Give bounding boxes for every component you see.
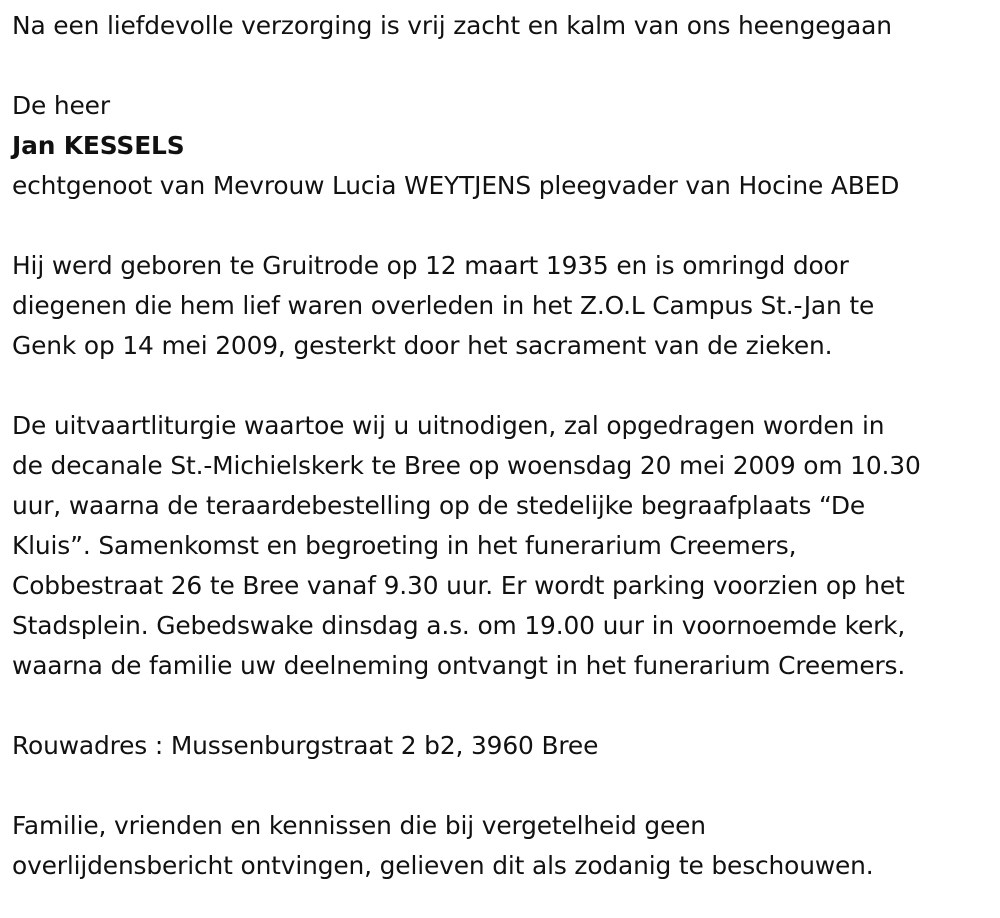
- funeral-paragraph: [12, 406, 997, 686]
- paragraph-line: waarna de familie uw deelneming ontvangt in het funerarium Creemers.: [12, 651, 906, 680]
- mourning-address: Rouwadres : Mussenburgstraat 2 b2, 3960 Bree: [12, 731, 599, 760]
- closing-paragraph: [12, 806, 997, 886]
- paragraph-line: Stadsplein. Gebedswake dinsdag a.s. om 19.00 uur in voornoemde kerk,: [12, 611, 906, 640]
- paragraph-line: Hij werd geboren te Gruitrode op 12 maart 1935 en is omringd door: [12, 251, 849, 280]
- birth-death-paragraph: [12, 246, 997, 366]
- paragraph-line: Cobbestraat 26 te Bree vanaf 9.30 uur. Er wordt parking voorzien op het: [12, 571, 905, 600]
- spacer: [12, 766, 997, 806]
- obituary-notice: [12, 6, 997, 886]
- spacer: [12, 46, 997, 86]
- paragraph-line: uur, waarna de teraardebestelling op de stedelijke begraafplaats “De: [12, 491, 866, 520]
- intro-text: Na een liefdevolle verzorging is vrij zacht en kalm van ons heengegaan: [12, 11, 892, 40]
- paragraph-line: De uitvaartliturgie waartoe wij u uitnodigen, zal opgedragen worden in: [12, 411, 885, 440]
- salutation: De heer: [12, 91, 110, 120]
- paragraph-line: Familie, vrienden en kennissen die bij vergetelheid geen: [12, 811, 706, 840]
- relations-text: echtgenoot van Mevrouw Lucia WEYTJENS pleegvader van Hocine ABED: [12, 171, 900, 200]
- paragraph-line: overlijdensbericht ontvingen, gelieven dit als zodanig te beschouwen.: [12, 851, 874, 880]
- paragraph-line: Genk op 14 mei 2009, gesterkt door het sacrament van de zieken.: [12, 331, 833, 360]
- spacer: [12, 686, 997, 726]
- paragraph-line: Kluis”. Samenkomst en begroeting in het funerarium Creemers,: [12, 531, 797, 560]
- paragraph-line: diegenen die hem lief waren overleden in het Z.O.L Campus St.-Jan te: [12, 291, 875, 320]
- spacer: [12, 366, 997, 406]
- deceased-name: Jan KESSELS: [12, 131, 185, 160]
- spacer: [12, 206, 997, 246]
- paragraph-line: de decanale St.-Michielskerk te Bree op woensdag 20 mei 2009 om 10.30: [12, 451, 921, 480]
